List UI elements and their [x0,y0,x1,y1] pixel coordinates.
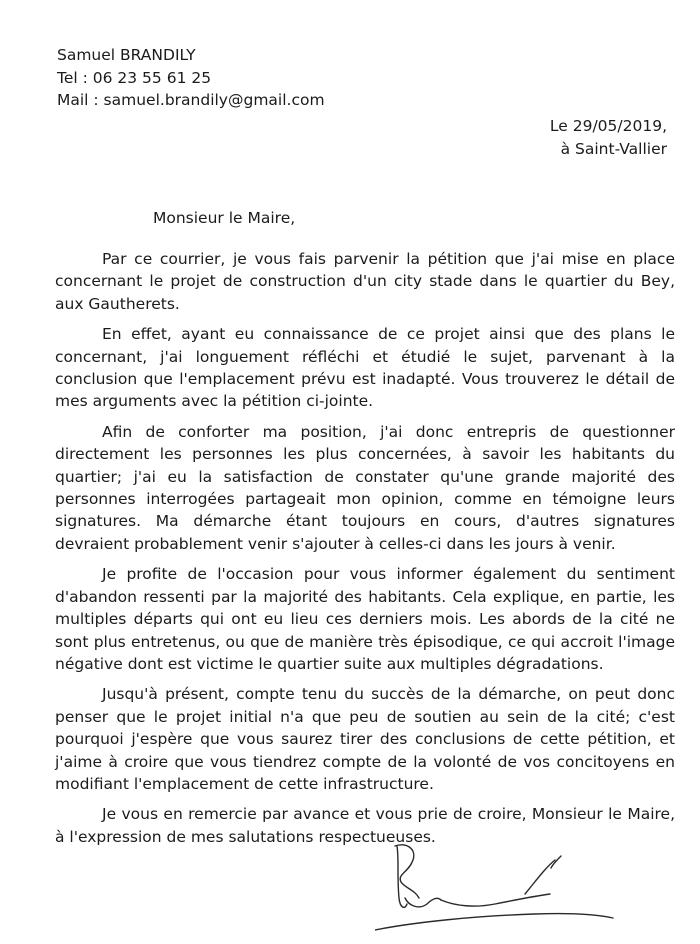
sender-email: Mail : samuel.brandily@gmail.com [57,91,325,109]
paragraph: En effet, ayant eu connaissance de ce projet ainsi que des plans le concernant, j'ai longuement réfléchi et étudié le sujet, parvenant à la conclusion que l'emplacement prévu est inadapté. Vous trouverez le détail de mes arguments avec la pétition ci-jointe. [55,325,675,411]
salutation: Monsieur le Maire, [153,209,296,227]
paragraph: Je vous en remercie par avance et vous prie de croire, Monsieur le Maire, à l'expression de mes salutations respectueuses. [55,805,675,846]
letter-body [55,248,675,856]
letter-place: à Saint-Vallier [560,139,667,158]
sender-name: Samuel BRANDILY [57,46,196,64]
date-place-block [550,115,667,160]
handwritten-signature [375,838,615,938]
paragraph: Jusqu'à présent, compte tenu du succès de la démarche, on peut donc penser que le projet initial n'a que peu de soutien au sein de la cité; c'est pourquoi j'espère que vous saurez tirer des conclusions de cette pétition, et j'aime à croire que vous tiendrez compte de la volonté de vos concitoyens en modifiant l'emplacement de cette infrastructure. [55,685,675,793]
sender-block [57,44,325,112]
sender-phone: Tel : 06 23 55 61 25 [57,68,212,87]
paragraph: Par ce courrier, je vous fais parvenir la pétition que j'ai mise en place concernant le projet de construction d'un city stade dans le quartier du Bey, aux Gautherets. [55,250,675,313]
letter-date: Le 29/05/2019, [549,117,667,135]
paragraph: Je profite de l'occasion pour vous informer également du sentiment d'abandon ressenti par la majorité des habitants. Cela explique, en partie, les multiples départs qui ont eu lieu ces derniers mois. Les abords de la cité ne sont plus entretenus, ou que de manière très épisodique, ce qui accroit l'image négative dont est victime le quartier suite aux multiples dégradations. [55,565,675,673]
paragraph: Afin de conforter ma position, j'ai donc entrepris de questionner directement les personnes les plus concernées, à savoir les habitants du quartier; j'ai eu la satisfaction de constater qu'une grande majorité des personnes interrogées partageait mon opinion, comme en témoigne leurs signatures. Ma démarche étant toujours en cours, d'autres signatures devraient probablement venir s'ajouter à celles-ci dans les jours à venir. [55,422,675,553]
